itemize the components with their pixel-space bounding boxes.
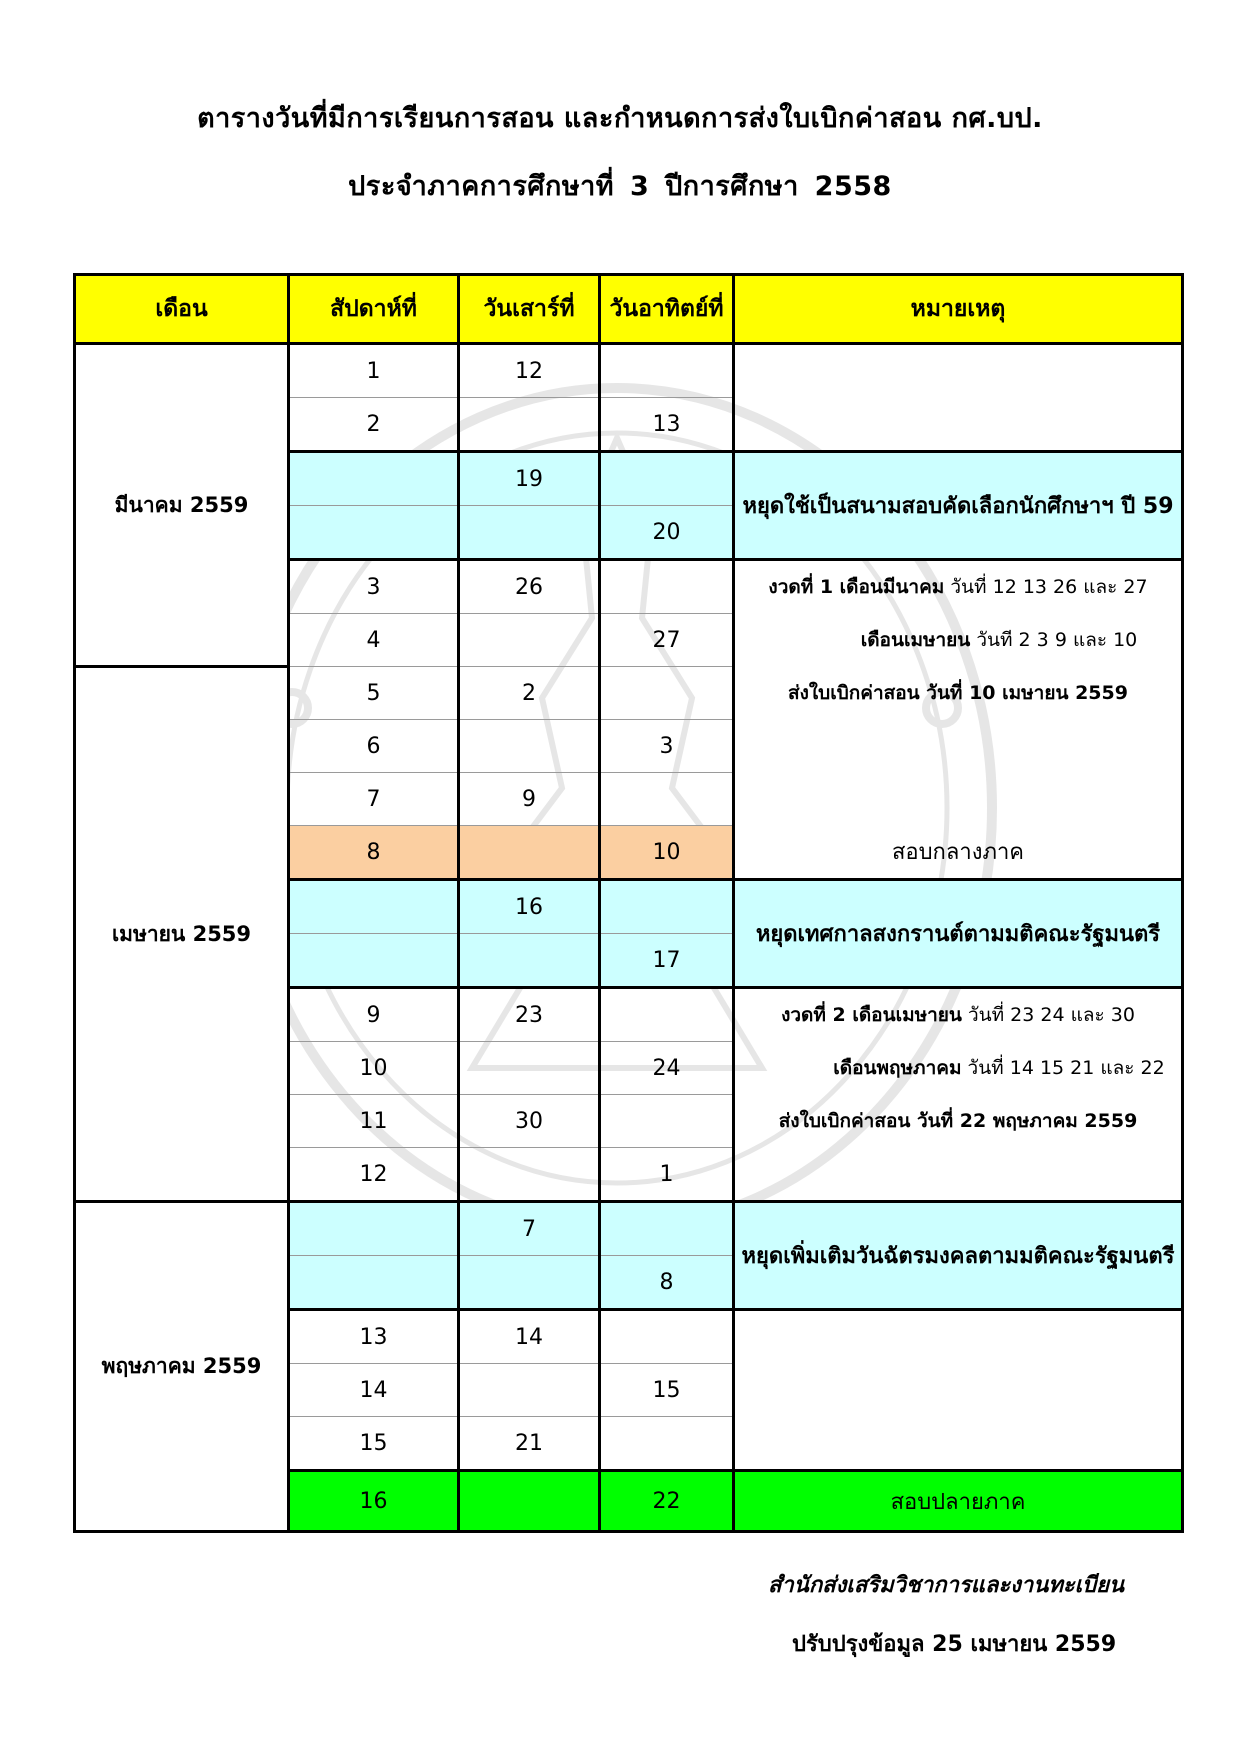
saturday-cell: 2 [459,667,600,720]
sunday-cell: 3 [600,720,734,773]
saturday-cell [459,934,600,988]
saturday-cell: 23 [459,988,600,1042]
header-saturday: วันเสาร์ที่ [459,275,600,344]
remark-midterm: สอบกลางภาค [734,826,1183,880]
remark-coronation-holiday: หยุดเพิ่มเติมวันฉัตรมงคลตามมติคณะรัฐมนตรี [734,1202,1183,1310]
saturday-cell [459,1364,600,1417]
sunday-cell: 20 [600,506,734,560]
week-cell: 16 [289,1471,459,1532]
footer-updated-date: ปรับปรุงข้อมูล 25 เมษายน 2559 [792,1632,1117,1657]
month-may: พฤษภาคม 2559 [75,1202,289,1532]
sunday-cell [600,452,734,506]
remark-period-2-submit [734,1095,1183,1148]
saturday-cell [459,1042,600,1095]
sunday-cell: 1 [600,1148,734,1202]
period-2-dates: วันที่ 23 24 และ 30 [961,1004,1135,1027]
remark-empty [734,344,1183,452]
remark-empty [734,1148,1183,1202]
header-row [75,275,1183,344]
submit-label: ส่งใบเบิกค่าสอน วันที่ [778,1110,960,1132]
week-cell: 12 [289,1148,459,1202]
week-cell [289,880,459,934]
period-2-label: งวดที่ 2 เดือนเมษายน [781,1004,962,1027]
sunday-cell [600,773,734,826]
week-cell: 2 [289,398,459,452]
saturday-cell: 9 [459,773,600,826]
saturday-cell: 7 [459,1202,600,1256]
footer-office: สำนักส่งเสริมวิชาการและงานทะเบียน [768,1573,1125,1598]
saturday-cell [459,398,600,452]
header-month: เดือน [75,275,289,344]
remark-empty [734,720,1183,826]
saturday-cell: 16 [459,880,600,934]
remark-period-1-line-2 [734,614,1183,667]
document-title: ตารางวันที่มีการเรียนการสอน และกำหนดการส่งใบเบิกค่าสอน กศ.บป. [197,103,1043,134]
saturday-cell: 12 [459,344,600,398]
sunday-cell: 10 [600,826,734,880]
week-cell [289,1256,459,1310]
saturday-cell [459,1256,600,1310]
submit-label: ส่งใบเบิกค่าสอน วันที่ [788,682,970,704]
saturday-cell [459,826,600,880]
sunday-cell: 15 [600,1364,734,1417]
saturday-cell: 30 [459,1095,600,1148]
week-cell: 10 [289,1042,459,1095]
week-cell: 14 [289,1364,459,1417]
saturday-cell: 21 [459,1417,600,1471]
sunday-cell [600,667,734,720]
saturday-cell [459,506,600,560]
saturday-cell: 19 [459,452,600,506]
schedule-table [73,273,1184,1533]
week-cell: 3 [289,560,459,614]
week-cell [289,1202,459,1256]
table-row [75,1202,1183,1256]
sunday-cell: 27 [600,614,734,667]
week-cell [289,506,459,560]
submit-date: 22 พฤษภาคม 2559 [959,1110,1138,1132]
table-row [75,344,1183,398]
sunday-cell: 13 [600,398,734,452]
saturday-cell: 26 [459,560,600,614]
sunday-cell: 22 [600,1471,734,1532]
remark-songkran-holiday: หยุดเทศกาลสงกรานต์ตามมติคณะรัฐมนตรี [734,880,1183,988]
saturday-cell: 14 [459,1310,600,1364]
month-march: มีนาคม 2559 [75,344,289,667]
week-cell: 15 [289,1417,459,1471]
period-2-may-label: เดือนพฤษภาคม [833,1057,962,1079]
remark-empty [734,1310,1183,1471]
sunday-cell [600,1095,734,1148]
period-2-may-dates: วันที่ 14 15 21 และ 22 [961,1057,1165,1079]
remark-period-2-line-2 [734,1042,1183,1095]
remark-holiday-exam: หยุดใช้เป็นสนามสอบคัดเลือกนักศึกษาฯ ปี 59 [734,452,1183,560]
week-cell: 8 [289,826,459,880]
table-row [75,667,1183,720]
sunday-cell [600,880,734,934]
sunday-cell [600,1417,734,1471]
week-cell: 5 [289,667,459,720]
header-week: สัปดาห์ที่ [289,275,459,344]
week-cell: 6 [289,720,459,773]
saturday-cell [459,720,600,773]
sunday-cell: 8 [600,1256,734,1310]
week-cell: 9 [289,988,459,1042]
period-1-dates: วันที่ 12 13 26 และ 27 [944,576,1148,599]
submit-date: 10 เมษายน 2559 [969,682,1128,704]
week-cell [289,452,459,506]
sunday-cell [600,560,734,614]
week-cell: 13 [289,1310,459,1364]
saturday-cell [459,1471,600,1532]
saturday-cell [459,1148,600,1202]
header-remark: หมายเหตุ [734,275,1183,344]
sunday-cell [600,1202,734,1256]
period-1-label: งวดที่ 1 เดือนมีนาคม [768,576,945,599]
saturday-cell [459,614,600,667]
month-april: เมษายน 2559 [75,667,289,1202]
sunday-cell [600,988,734,1042]
period-1-april-label: เดือนเมษายน [860,629,971,651]
remark-period-2-line-1 [734,988,1183,1042]
period-1-april-dates: วันที 2 3 9 และ 10 [970,629,1138,651]
week-cell [289,934,459,988]
sunday-cell [600,1310,734,1364]
document-subtitle: ประจำภาคการศึกษาที่ 3 ปีการศึกษา 2558 [348,171,892,202]
week-cell: 7 [289,773,459,826]
remark-period-1-submit [734,667,1183,720]
sunday-cell: 17 [600,934,734,988]
week-cell: 4 [289,614,459,667]
sunday-cell [600,344,734,398]
week-cell: 11 [289,1095,459,1148]
week-cell: 1 [289,344,459,398]
remark-period-1-line-1 [734,560,1183,614]
sunday-cell: 24 [600,1042,734,1095]
remark-final-exam: สอบปลายภาค [734,1471,1183,1532]
header-sunday: วันอาทิตย์ที่ [600,275,734,344]
